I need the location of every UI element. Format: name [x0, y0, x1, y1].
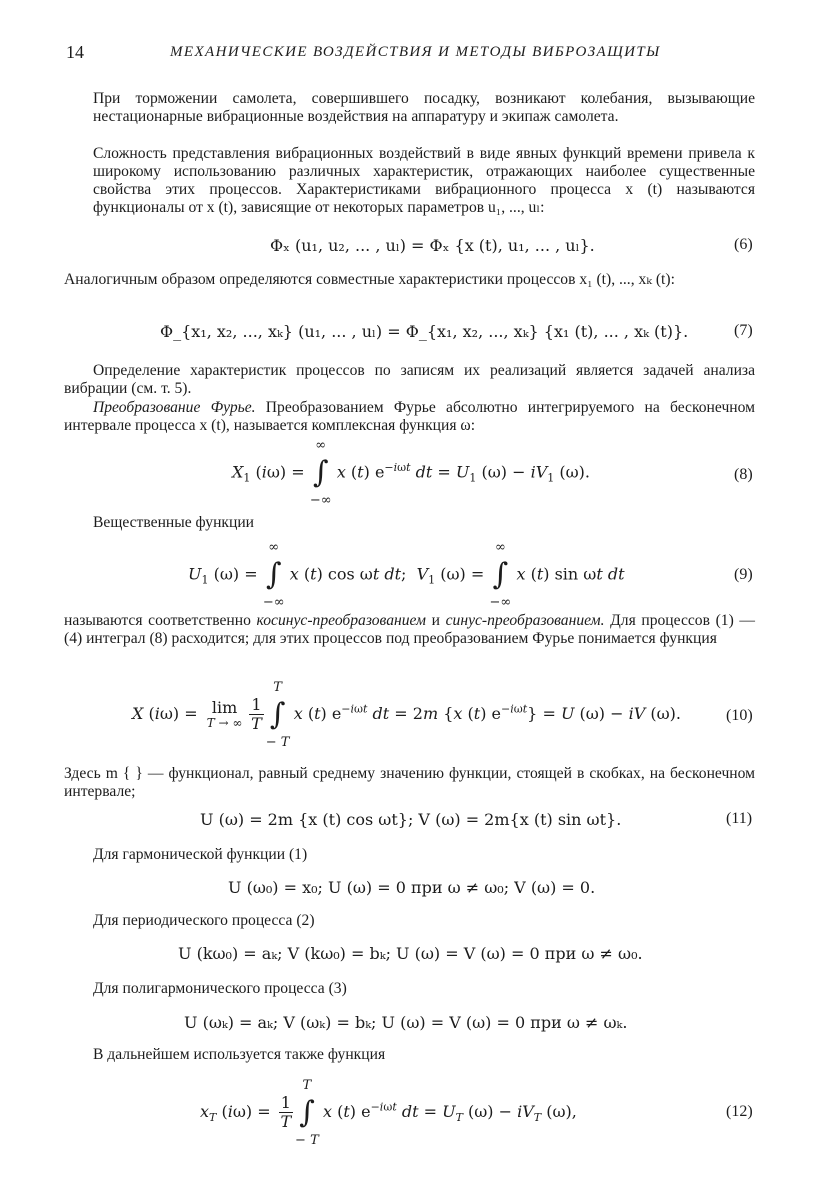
- paragraph-text: Сложность представления вибрационных воздействий в виде явных функций времени привела к широкому использованию различных характеристик, отражающих наиболее существенные свойства этих процессов. Характеристиками вибрационного процесса x (t) называются функционалы от x (t), зависящие от некоторых параметров u₁, ..., uₗ:: [93, 145, 755, 216]
- paragraph-joint: [64, 271, 755, 289]
- term-cosine-transform: косинус-преобразованием: [256, 612, 427, 629]
- paragraph-real-functions: [93, 514, 755, 532]
- paragraph-harmonic: [93, 846, 755, 864]
- paragraph-text: Для процессов (1) — (4) интеграл (8) расходится; для этих процессов под преобразованием Фурье понимается функция: [64, 612, 755, 647]
- paragraph-polyharmonic: [93, 980, 755, 998]
- equation-6: Φₓ (u₁, u₂, ... , uₗ) = Φₓ {x (t), u₁, ... , uₗ}.: [270, 236, 595, 255]
- paragraph-text: называются соответственно: [64, 612, 257, 629]
- equation-9-number: (9): [734, 566, 753, 583]
- equation-8-number: (8): [734, 466, 753, 483]
- equation-7-number: (7): [734, 322, 753, 339]
- equation-11: U (ω) = 2m {x (t) cos ωt}; V (ω) = 2m{x (t) sin ωt}.: [200, 810, 622, 829]
- equation-10: X (iω) = lim T → ∞ $\frac{1}{T}$ T ∫ − T x (t) $e^{-i\omega t}$ dt = 2m {x (t) $e^{-i\omega t}\} = U$ (ω) − iV (ω).: [132, 679, 681, 750]
- equation-8: $X_1$ (iω) = ∞ ∫ −∞ x (t) $e^{-i\omega t}$ dt = $U_1$ $(\omega) - iV_1$ (ω).: [232, 438, 590, 508]
- equation-7: Φ_{x₁, x₂, ..., xₖ} (u₁, ... , uₗ) = Φ_{x₁, x₂, ..., xₖ} {x₁ (t), ... , xₖ (t)}.: [160, 322, 689, 341]
- paragraph-text: В дальнейшем используется также функция: [93, 1046, 386, 1063]
- paragraph-text: Для полигармонического процесса (3): [93, 980, 347, 997]
- paragraph-text: Преобразованием Фурье абсолютно интегрируемого на бесконечном интервале процесса x (t), называется комплексная функция ω:: [64, 399, 755, 434]
- paragraph-functional: [64, 765, 755, 801]
- section-label: Преобразование Фурье.: [93, 399, 256, 416]
- equation-9: $U_1$ (ω) = ∞ ∫ −∞ x (t) cos ωt dt; $V_1$ (ω) = ∞ ∫ −∞ x (t) sin ωt dt: [188, 540, 625, 610]
- page-number: 14: [66, 42, 84, 62]
- paragraph-text: Вещественные функции: [93, 514, 255, 531]
- running-title: МЕХАНИЧЕСКИЕ ВОЗДЕЙСТВИЯ И МЕТОДЫ ВИБРОЗАЩИТЫ: [170, 44, 661, 60]
- equation-10-number: (10): [726, 707, 753, 724]
- paragraph-transforms: [64, 612, 755, 648]
- paragraph-text: Здесь m { } — функционал, равный среднему значению функции, стоящей в скобках, на бесконечном интервале;: [64, 765, 755, 800]
- equation-6-number: (6): [734, 236, 753, 253]
- paragraph-periodic: [93, 912, 755, 930]
- paragraph-analysis: [64, 362, 755, 398]
- paragraph-text: При торможении самолета, совершившего посадку, возникают колебания, вызывающие нестационарные вибрационные воздействия на аппаратуру и экипаж самолета.: [93, 90, 755, 125]
- paragraph-further: [93, 1046, 755, 1064]
- paragraph-text: Для периодического процесса (2): [93, 912, 315, 929]
- paragraph-landing: [93, 90, 755, 126]
- paragraph-fourier: [64, 399, 755, 435]
- paragraph-characteristics: [93, 145, 755, 217]
- equation-polyharmonic: U (ωₖ) = aₖ; V (ωₖ) = bₖ; U (ω) = V (ω) = 0 при ω ≠ ωₖ.: [184, 1013, 628, 1032]
- equation-12-number: (12): [726, 1103, 753, 1120]
- paragraph-text: Аналогичным образом определяются совместные характеристики процессов x₁ (t), ..., xₖ (t):: [64, 271, 675, 288]
- equation-periodic: U (kω₀) = aₖ; V (kω₀) = bₖ; U (ω) = V (ω) = 0 при ω ≠ ω₀.: [178, 944, 643, 963]
- page-header: [60, 42, 760, 66]
- equation-11-number: (11): [726, 810, 753, 827]
- paragraph-text: Определение характеристик процессов по записям их реализаций является задачей анализа вибрации (см. т. 5).: [64, 362, 755, 397]
- term-sine-transform: синус-преобразованием.: [445, 612, 605, 629]
- paragraph-text: и: [426, 612, 446, 629]
- equation-harmonic: U (ω₀) = x₀; U (ω) = 0 при ω ≠ ω₀; V (ω) = 0.: [228, 878, 596, 897]
- equation-12: $x_T$ (iω) = $\frac{1}{T}$ T ∫ − T x (t) $e^{-i\omega t}$ dt = $U_T$ $(\omega) - iV_T$ (ω),: [200, 1077, 577, 1148]
- paragraph-text: Для гармонической функции (1): [93, 846, 308, 863]
